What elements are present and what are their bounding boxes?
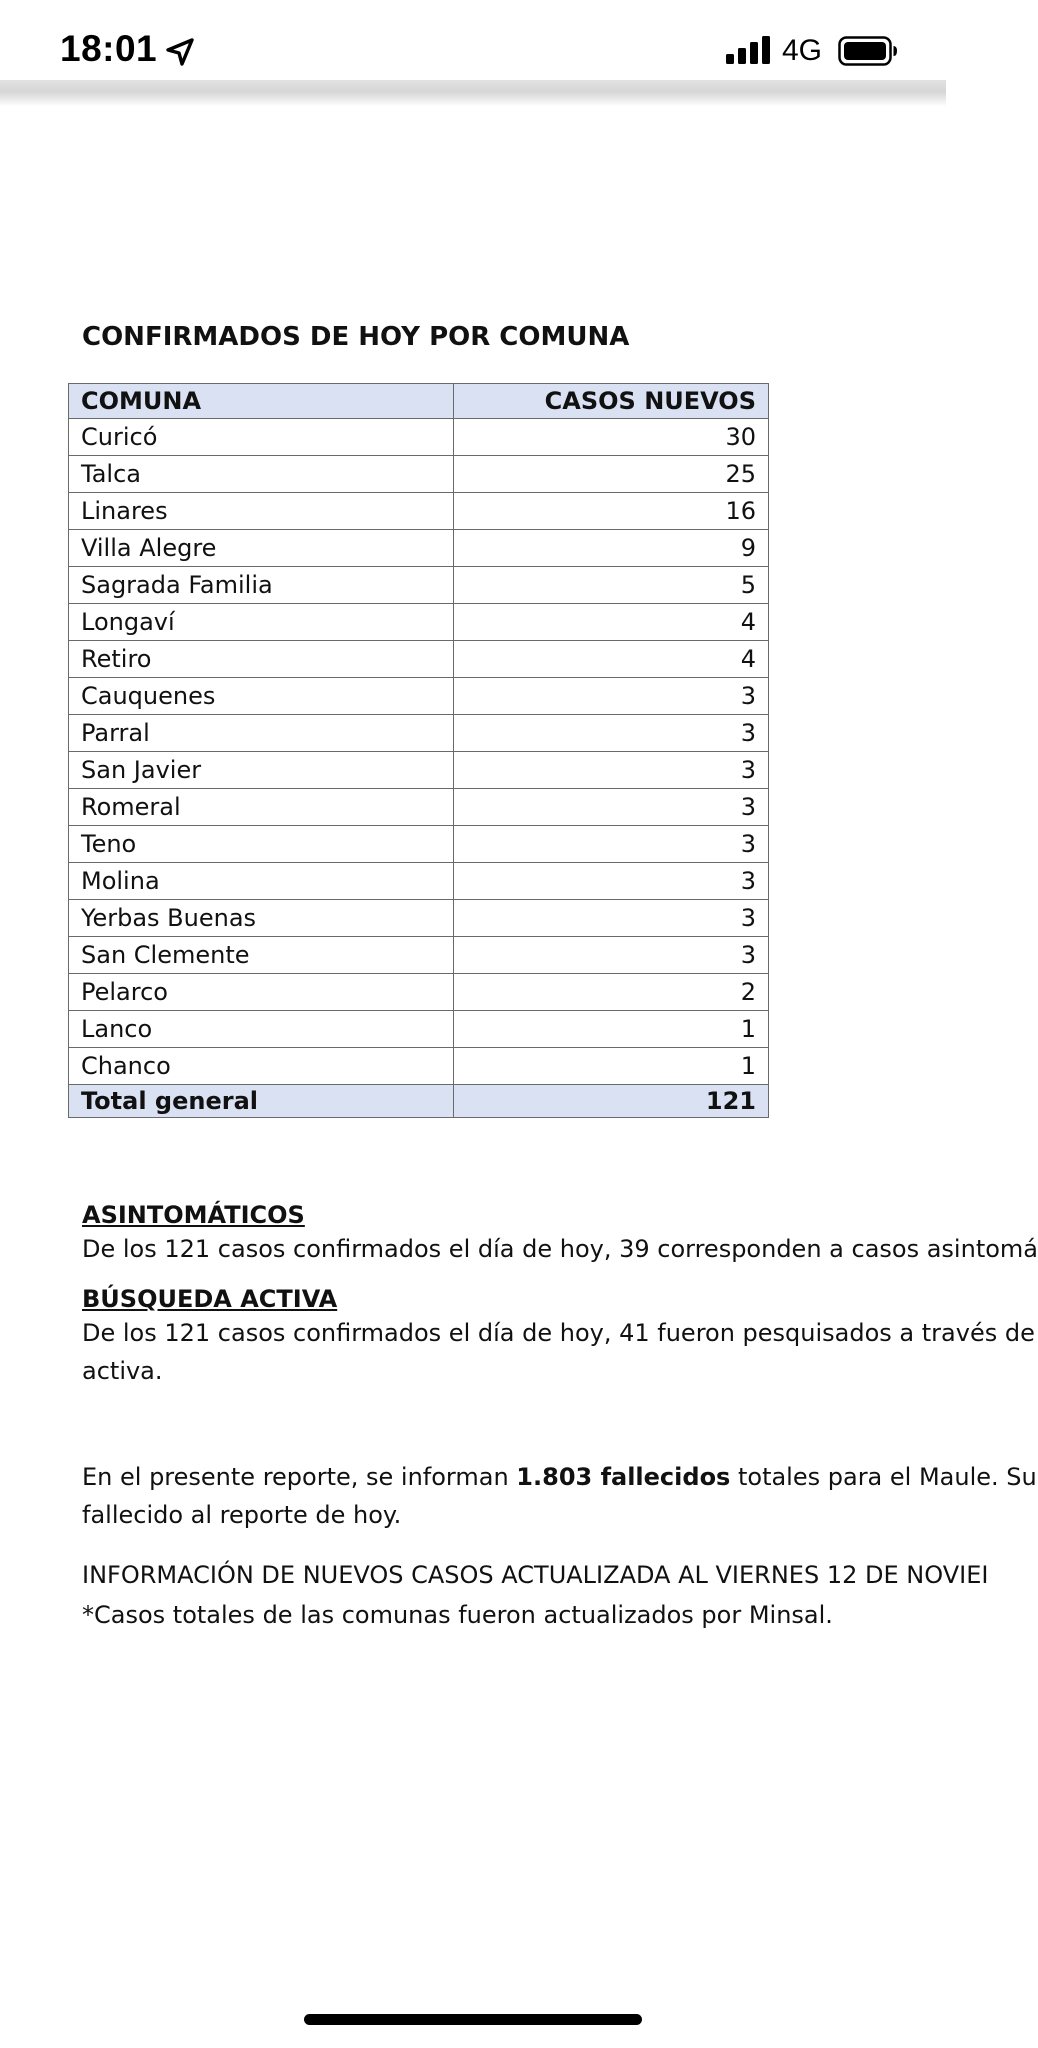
casos-cell: 3 [454, 900, 769, 937]
cases-table [68, 383, 769, 1118]
info-line-2: *Casos totales de las comunas fueron actualizados por Minsal. [82, 1601, 833, 1629]
table-row [69, 863, 769, 900]
casos-cell: 25 [454, 456, 769, 493]
table-row [69, 715, 769, 752]
casos-cell: 3 [454, 715, 769, 752]
casos-cell: 1 [454, 1011, 769, 1048]
table-row [69, 419, 769, 456]
table-row [69, 826, 769, 863]
comuna-cell: Parral [69, 715, 454, 752]
casos-cell: 5 [454, 567, 769, 604]
status-bar [0, 0, 946, 80]
table-row [69, 1011, 769, 1048]
table-row [69, 493, 769, 530]
total-value: 121 [454, 1085, 769, 1118]
busqueda-activa-heading [82, 1280, 337, 1318]
comuna-cell: Romeral [69, 789, 454, 826]
comuna-cell: Molina [69, 863, 454, 900]
table-row [69, 456, 769, 493]
casos-cell: 30 [454, 419, 769, 456]
comuna-cell: Villa Alegre [69, 530, 454, 567]
comuna-cell: Lanco [69, 1011, 454, 1048]
battery-icon [838, 36, 898, 66]
casos-cell: 2 [454, 974, 769, 1011]
table-row [69, 937, 769, 974]
table-row [69, 752, 769, 789]
asintomaticos-text: De los 121 casos confirmados el día de hoy, 39 corresponden a casos asintomá [82, 1235, 1038, 1263]
casos-cell: 1 [454, 1048, 769, 1085]
fallecidos-prefix: En el presente reporte, se informan [82, 1463, 517, 1491]
comuna-cell: San Javier [69, 752, 454, 789]
casos-cell: 9 [454, 530, 769, 567]
header-casos-nuevos: CASOS NUEVOS [454, 384, 769, 419]
casos-cell: 3 [454, 937, 769, 974]
busqueda-activa-line-1: De los 121 casos confirmados el día de hoy, 41 fueron pesquisados a través de [82, 1319, 1035, 1347]
cellular-signal-icon [726, 36, 770, 64]
table-row [69, 974, 769, 1011]
table-row [69, 678, 769, 715]
casos-cell: 3 [454, 826, 769, 863]
table-row [69, 641, 769, 678]
asintomaticos-heading [82, 1196, 305, 1234]
casos-cell: 3 [454, 752, 769, 789]
comuna-cell: Teno [69, 826, 454, 863]
table-row [69, 900, 769, 937]
comuna-cell: Sagrada Familia [69, 567, 454, 604]
comuna-cell: Retiro [69, 641, 454, 678]
comuna-cell: Chanco [69, 1048, 454, 1085]
comuna-cell: Longaví [69, 604, 454, 641]
comuna-cell: Pelarco [69, 974, 454, 1011]
casos-cell: 4 [454, 604, 769, 641]
comuna-cell: Cauquenes [69, 678, 454, 715]
casos-cell: 16 [454, 493, 769, 530]
table-total-row [69, 1085, 769, 1118]
fallecidos-bold: 1.803 fallecidos [516, 1463, 731, 1491]
table-header-row [69, 384, 769, 419]
table-row [69, 567, 769, 604]
fallecidos-line-2: fallecido al reporte de hoy. [82, 1501, 402, 1529]
document-page [0, 106, 1038, 2006]
comuna-cell: Yerbas Buenas [69, 900, 454, 937]
busqueda-activa-line-2: activa. [82, 1357, 163, 1385]
casos-cell: 3 [454, 863, 769, 900]
network-type: 4G [782, 34, 823, 67]
comuna-cell: Curicó [69, 419, 454, 456]
table-row [69, 1048, 769, 1085]
casos-cell: 4 [454, 641, 769, 678]
comuna-cell: Linares [69, 493, 454, 530]
fallecidos-suffix: totales para el Maule. Su [730, 1463, 1037, 1491]
casos-cell: 3 [454, 678, 769, 715]
info-line-1: INFORMACIÓN DE NUEVOS CASOS ACTUALIZADA AL VIERNES 12 DE NOVIEI [82, 1561, 989, 1589]
location-arrow-icon [164, 36, 196, 68]
status-time: 18:01 [60, 28, 158, 69]
comuna-cell: Talca [69, 456, 454, 493]
fallecidos-line-1 [82, 1458, 1037, 1496]
table-row [69, 604, 769, 641]
casos-cell: 3 [454, 789, 769, 826]
busqueda-activa-heading-text: BÚSQUEDA ACTIVA [82, 1285, 338, 1313]
table-row [69, 789, 769, 826]
asintomaticos-heading-text: ASINTOMÁTICOS [82, 1201, 305, 1229]
table-title: CONFIRMADOS DE HOY POR COMUNA [82, 322, 630, 352]
home-indicator[interactable] [304, 2014, 642, 2025]
header-comuna: COMUNA [69, 384, 454, 419]
comuna-cell: San Clemente [69, 937, 454, 974]
table-row [69, 530, 769, 567]
total-label: Total general [69, 1085, 454, 1118]
toolbar-shadow [0, 80, 946, 106]
